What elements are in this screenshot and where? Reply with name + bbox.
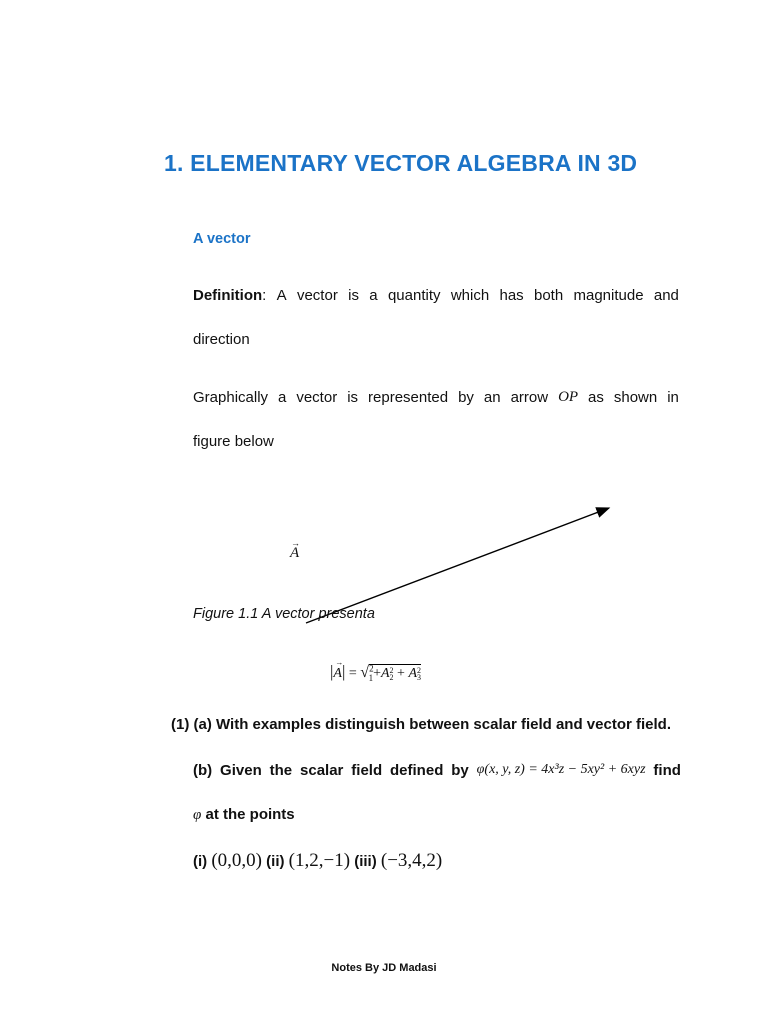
section-heading: A vector bbox=[193, 231, 251, 247]
def-word: magnitude bbox=[573, 287, 644, 304]
def-word: which bbox=[450, 287, 490, 304]
phi-symbol: φ bbox=[193, 807, 202, 823]
question-part-a: (1) (a) With examples distinguish between scalar field and vector field. bbox=[171, 716, 671, 733]
scalar-field-formula: φ(x, y, z) = 4x³z − 5xy² + 6xyz bbox=[476, 762, 646, 777]
graph-word: in bbox=[667, 389, 679, 406]
page-title: 1. ELEMENTARY VECTOR ALGEBRA IN 3D bbox=[164, 150, 638, 176]
def-word: vector bbox=[296, 287, 338, 304]
graph-word: represented bbox=[368, 389, 449, 406]
points-list bbox=[193, 850, 442, 872]
def-word: has bbox=[499, 287, 524, 304]
graph-word: arrow bbox=[510, 389, 549, 406]
point-label: (iii) bbox=[354, 853, 377, 870]
definition-label: Definition: bbox=[193, 287, 267, 304]
graph-word: is bbox=[347, 389, 359, 406]
point-label: (ii) bbox=[266, 853, 285, 870]
page-footer: Notes By JD Madasi bbox=[331, 962, 437, 974]
point-value: (1,2,−1) bbox=[288, 850, 351, 871]
graph-word: Graphically bbox=[193, 389, 269, 406]
def-word: both bbox=[533, 287, 564, 304]
graph-word: a bbox=[278, 389, 287, 406]
magnitude-formula: | → A| = √$^2_1$+A 2 2 + A 2 3 bbox=[330, 658, 421, 683]
graph-word: vector bbox=[296, 389, 338, 406]
point-value: (0,0,0) bbox=[211, 850, 262, 871]
def-word: a bbox=[369, 287, 378, 304]
op-symbol: OP bbox=[558, 389, 579, 405]
at-points-line: φ at the points bbox=[193, 806, 295, 823]
graph-word: an bbox=[483, 389, 501, 406]
graph-word: as bbox=[588, 389, 604, 406]
def-word: quantity bbox=[387, 287, 441, 304]
figure-caption: Figure 1.1 A vector presenta bbox=[193, 606, 375, 622]
point-value: (−3,4,2) bbox=[380, 850, 443, 871]
def-word: A bbox=[276, 287, 287, 304]
definition-line-2: direction bbox=[193, 331, 250, 348]
over-arrow-icon: → bbox=[291, 538, 300, 548]
graphical-line-2: figure below bbox=[193, 433, 274, 450]
question-part-b: (b) Given the scalar field defined by φ(x, y, z) = 4x³z − 5xy² + 6xyz find bbox=[193, 762, 681, 779]
vector-label: → A bbox=[290, 538, 300, 561]
graph-word: shown bbox=[613, 389, 658, 406]
question-number: (1) bbox=[171, 716, 190, 733]
graph-word: by bbox=[458, 389, 474, 406]
def-word: is bbox=[348, 287, 359, 304]
def-word: and bbox=[653, 287, 679, 304]
point-label: (i) bbox=[193, 853, 208, 870]
